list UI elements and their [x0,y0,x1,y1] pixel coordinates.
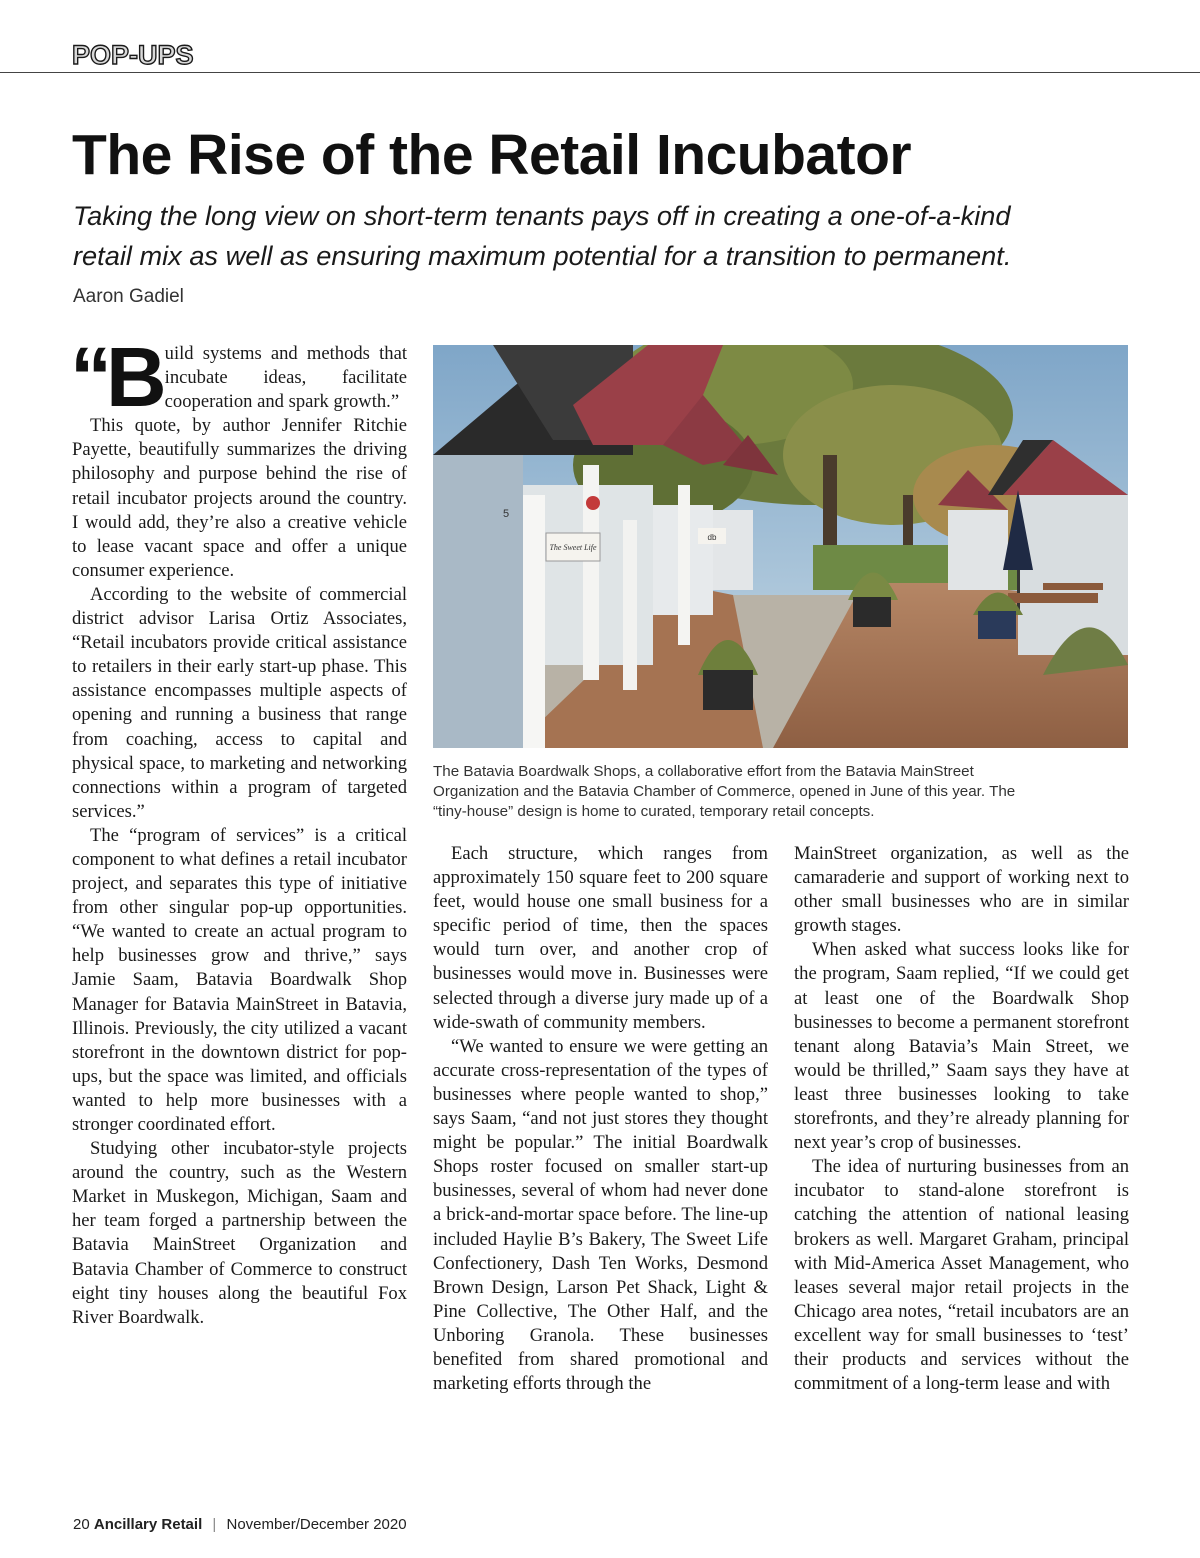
issue-date: November/December 2020 [226,1516,407,1533]
article-deck [73,196,1163,276]
footer-separator: | [212,1516,217,1533]
article-title: The Rise of the Retail Incubator [72,123,912,187]
paragraph: According to the website of commercial district advisor Larisa Ortiz Associates, “Retail incubators provide critical assistance to retailers in their early start-up phase. This assistance encompasses multiple aspects of opening and running a business that range from coaching, access to capital and physical space, to marketing and networking connections within a program of targeted services.” [72,583,407,822]
paragraph: MainStreet organization, as well as the camaraderie and support of working next to other small businesses who are in similar growth stages. [794,843,1129,937]
house-number: 5 [503,508,510,520]
photo-caption [433,762,1133,822]
publication-name: Ancillary Retail [93,1516,203,1533]
porch-post [623,520,637,690]
byline: Aaron Gadiel [73,286,184,307]
middle-column [433,842,768,1396]
porch-post [523,495,545,748]
paragraph: Each structure, which ranges from approximately 150 square feet to 200 square feet, would house one small business for a specific period of time, then the spaces would turn over, and another crop of businesses would move in. Businesses were selected through a diverse jury made up of a wide-swath of community members. [433,843,768,1033]
caption-line-1: The Batavia Boardwalk Shops, a collaborative effort from the Batavia MainStreet [433,763,974,780]
umbrella-pole [1017,570,1020,610]
deck-line-1: Taking the long view on short-term tenants pays off in creating a one-of-a-kind [73,200,1011,231]
paragraph: The idea of nurturing businesses from an incubator to stand-alone storefront is catching the attention of national leasing brokers as well. Margaret Graham, principal with Mid-America Asset Management, who leases several major retail projects in the Chicago area notes, “retail incubators are an excellent way for small businesses to ‘test’ their products and services without the commitment of a long-term lease and with [794,1156,1129,1395]
opening-paragraph [70,330,407,424]
article-photo [433,345,1128,748]
caption-line-2: Organization and the Batavia Chamber of Commerce, opened in June of this year. The [433,783,1016,800]
right-column [794,842,1129,1396]
boardwalk-shops-photo [433,345,1128,748]
header-rule [0,72,1200,73]
shop-sign-small-text: db [707,533,717,542]
shop-sign-text: The Sweet Life [549,543,597,552]
page-number: 20 [73,1516,90,1533]
opening-text: uild systems and methods that incubate ideas, facilitate cooperation and spark growth.” [164,343,407,413]
deck-line-2: retail mix as well as ensuring maximum potential for a transition to permanent. [73,240,1012,271]
section-label: POP-UPS [72,40,194,70]
paragraph: The “program of services” is a critical component to what defines a retail incubator project, and separates this type of initiative from other singular pop-up opportunities. “We wanted to create an actual program to help businesses grow and thrive,” says Jamie Saam, Batavia Boardwalk Shop Manager for Batavia MainStreet in Batavia, Illinois. Previously, the city utilized a vacant storefront in the downtown district for pop-ups, but the space was limited, and officials wanted to help more businesses with a stronger coordinated effort. [72,824,407,1135]
paragraph: When asked what success looks like for the program, Saam replied, “If we could get at least one of the Boardwalk Shop businesses to become a permanent storefront tenant along Batavia’s Main Street, we would be thrilled,” Saam says they have at least three businesses looking to take storefronts, and they’re already planning for next year’s crop of businesses. [794,939,1129,1154]
drop-cap: “B [70,330,161,424]
caption-line-3: “tiny-house” design is home to curated, temporary retail concepts. [433,803,875,820]
shop-light-icon [586,496,600,510]
left-column [70,330,407,1330]
paragraph: Studying other incubator-style projects around the country, such as the Western Market in Muskegon, Michigan, Saam and her team forged a partnership between the Batavia MainStreet Organization and Batavia Chamber of Commerce to construct eight tiny houses along the beautiful Fox River Boardwalk. [72,1138,407,1328]
paragraph: This quote, by author Jennifer Ritchie Payette, beautifully summarizes the driving philosophy and purpose behind the rise of retail incubator projects around the country. I would add, they’re also a creative vehicle to lease vacant space and offer a unique consumer experience. [72,415,407,581]
paragraph: “We wanted to ensure we were getting an accurate cross-representation of the types of businesses where people wanted to shop,” says Saam, “and not just stores they thought might be popular.” The initial Boardwalk Shops roster focused on smaller start-up businesses, several of whom had never done a brick-and-mortar space before. The line-up included Haylie B’s Bakery, The Sweet Life Confectionery, Dash Ten Works, Desmond Brown Design, Larson Pet Shack, Light & Pine Collective, The Other Half, and the Unboring Granola. These businesses benefited from shared promotional and marketing efforts through the [433,1035,768,1395]
picnic-table [1043,583,1103,590]
picnic-table [1008,593,1098,603]
page-footer [73,1516,407,1533]
